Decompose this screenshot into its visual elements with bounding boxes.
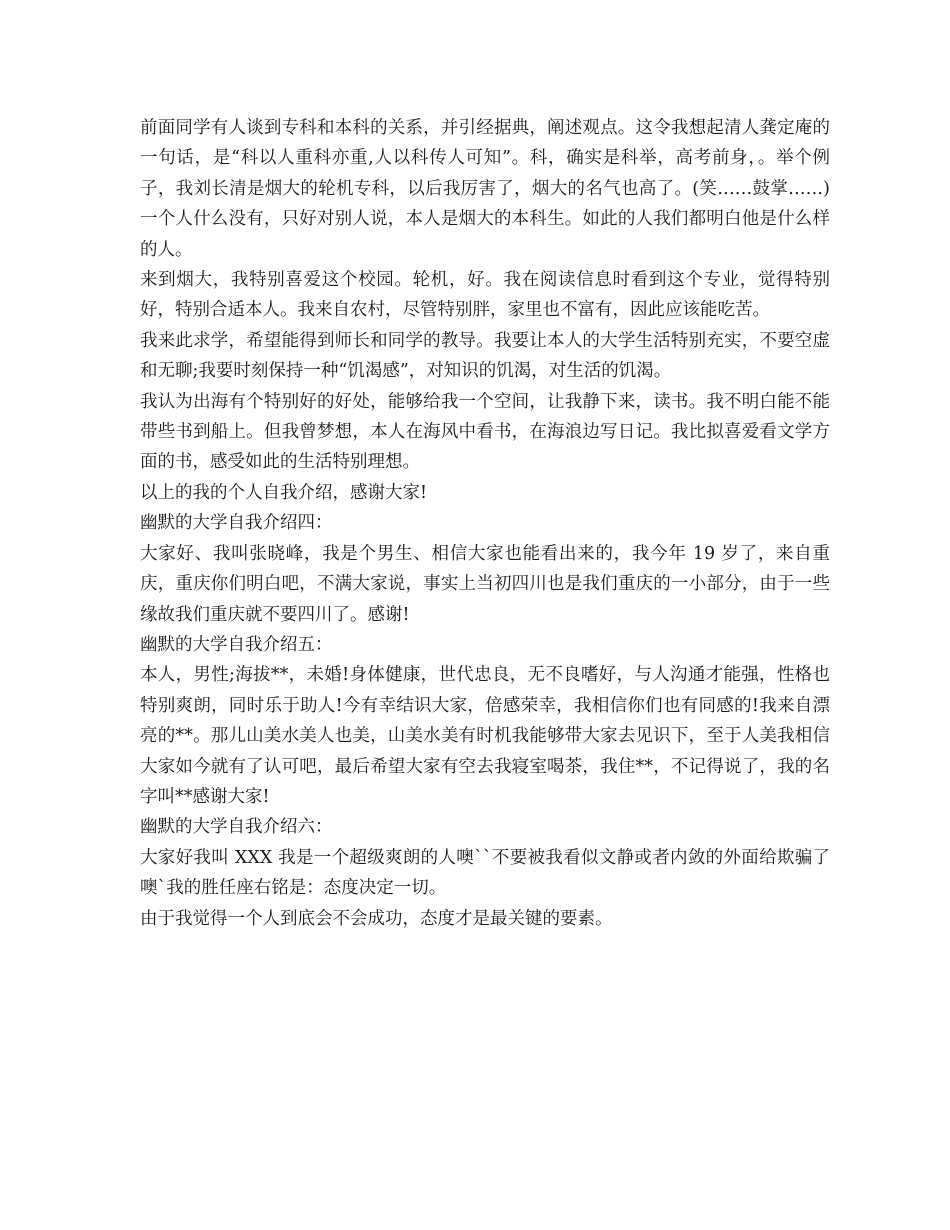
document-page <box>140 113 830 934</box>
paragraph-intro-four: 大家好、我叫张晓峰，我是个男生、相信大家也能看出来的，我今年 19 岁了，来自重庆，重庆你们明白吧，不满大家说，事实上当初四川也是我们重庆的一小部分，由于一些缘故我们重庆就不要四川了。感谢! <box>140 543 830 625</box>
heading-intro-five: 幽默的大学自我介绍五： <box>140 634 333 655</box>
paragraph-arriving-at-yantai: 来到烟大，我特别喜爱这个校园。轮机，好。我在阅读信息时看到这个专业，觉得特别好，特别合适本人。我来自农村，尽管特别胖，家里也不富有，因此应该能吃苦。 <box>140 270 830 321</box>
paragraph-study-goals: 我来此求学，希望能得到师长和同学的教导。我要让本人的大学生活特别充实，不要空虚和无聊;我要时刻保持一种“饥渴感”，对知识的饥渴，对生活的饥渴。 <box>140 330 830 382</box>
paragraph-attitude: 由于我觉得一个人到底会不会成功，态度才是最关键的要素。 <box>140 908 613 929</box>
paragraph-closing-thanks: 以上的我的个人自我介绍，感谢大家! <box>140 482 428 503</box>
heading-intro-six: 幽默的大学自我介绍六： <box>140 817 333 838</box>
paragraph-intro-five: 本人，男性;海拔**，未婚!身体健康，世代忠良，无不良嗜好，与人沟通才能强，性格也特别爽朗，同时乐于助人!今有幸结识大家，倍感荣幸，我相信你们也有同感的!我来自漂亮的**。那儿山美水美人也美，山美水美有时机我能够带大家去见识下，至于人美我相信大家如今就有了认可吧，最后希望大家有空去我寝室喝茶，我住**，不记得说了，我的名字叫**感谢大家! <box>140 665 830 807</box>
paragraph-specialty-vs-bachelor: 前面同学有人谈到专科和本科的关系，并引经据典，阐述观点。这令我想起清人龚定庵的一句话，是“科以人重科亦重,人以科传人可知”。科，确实是科举，高考前身，。举个例子，我刘长清是烟大的轮机专科，以后我厉害了，烟大的名气也高了。(笑……鼓掌……)一个人什么没有，只好对别人说，本人是烟大的本科生。如此的人我们都明白他是什么样的人。 <box>140 118 830 260</box>
heading-intro-four: 幽默的大学自我介绍四： <box>140 513 333 534</box>
paragraph-going-to-sea: 我认为出海有个特别好的好处，能够给我一个空间，让我静下来，读书。我不明白能不能带些书到船上。但我曾梦想，本人在海风中看书，在海浪边写日记。我比拟喜爱看文学方面的书，感受如此的生活特别理想。 <box>140 391 830 473</box>
paragraph-intro-six: 大家好我叫 XXX 我是一个超级爽朗的人噢``不要被我看似文静或者内敛的外面给欺骗了噢`我的胜任座右铭是：态度决定一切。 <box>140 847 830 899</box>
